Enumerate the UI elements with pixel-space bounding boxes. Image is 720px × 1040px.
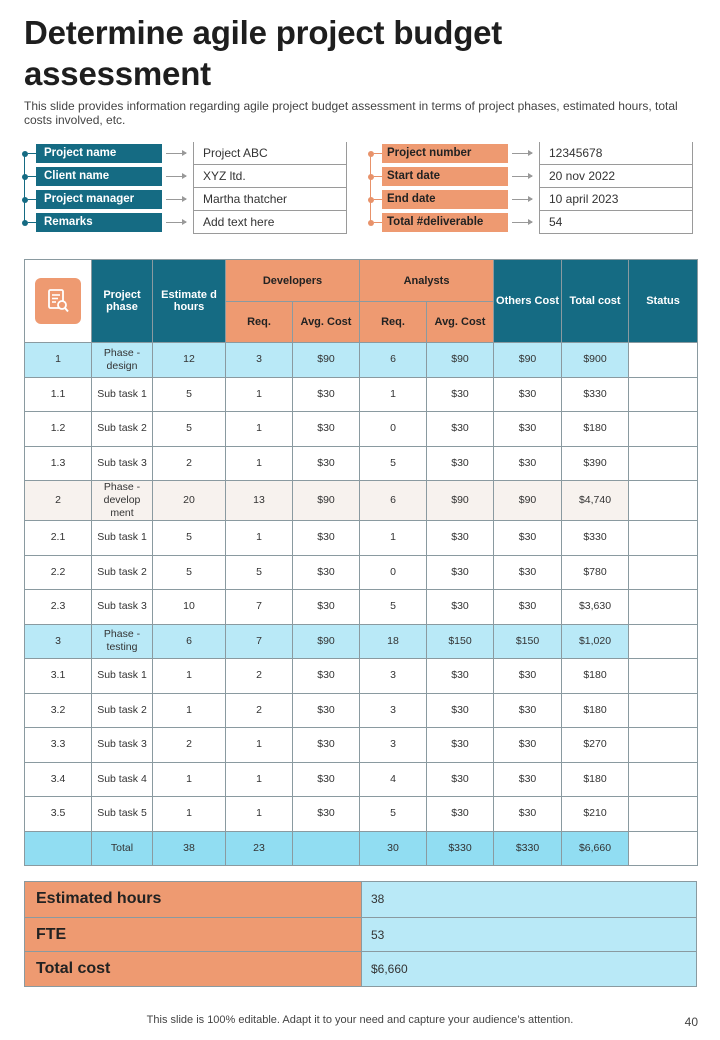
table-row: [25, 377, 698, 412]
table-row: [25, 831, 698, 866]
info-value[interactable]: Martha thatcher: [193, 188, 347, 211]
cell-phase: Sub task 5: [92, 797, 153, 832]
cell-others-cost: $90: [494, 481, 562, 521]
cell-status[interactable]: [629, 659, 698, 694]
header-developers: Developers: [226, 260, 360, 302]
cell-dev-req: 7: [226, 624, 293, 659]
cell-total-cost: $330: [562, 377, 629, 412]
cell-total-cost: $1,020: [562, 624, 629, 659]
connector-tick: [374, 153, 382, 154]
cell-phase: Sub task 3: [92, 590, 153, 625]
info-label: Remarks: [36, 213, 162, 232]
cell-total-cost: $270: [562, 728, 629, 763]
cell-hours: 1: [153, 762, 226, 797]
arrow-right-icon: [512, 199, 532, 200]
cell-id: 1.1: [25, 377, 92, 412]
footer-note: This slide is 100% editable. Adapt it to your need and capture your audience’s attention.: [146, 1014, 574, 1026]
connector-tick: [374, 199, 382, 200]
cell-total-cost: $330: [562, 521, 629, 556]
table-row: [25, 659, 698, 694]
table-row: [25, 343, 698, 378]
info-label: Project name: [36, 144, 162, 163]
cell-phase: Sub task 3: [92, 446, 153, 481]
cell-total-cost: $6,660: [562, 831, 629, 866]
cell-hours: 2: [153, 446, 226, 481]
cell-dev-req: 3: [226, 343, 293, 378]
cell-dev-req: 1: [226, 377, 293, 412]
cell-others-cost: $30: [494, 693, 562, 728]
bullet-dot: [22, 220, 28, 226]
info-value[interactable]: XYZ ltd.: [193, 165, 347, 188]
cell-id: 2.2: [25, 555, 92, 590]
cell-hours: 6: [153, 624, 226, 659]
cell-an-req: 5: [360, 590, 427, 625]
cell-an-req: 0: [360, 412, 427, 447]
cell-others-cost: $30: [494, 446, 562, 481]
cell-total-cost: $180: [562, 412, 629, 447]
cell-phase: Sub task 2: [92, 693, 153, 728]
cell-status[interactable]: [629, 728, 698, 763]
cell-others-cost: $30: [494, 412, 562, 447]
cell-phase: Phase - develop ment: [92, 481, 153, 521]
cell-id: 1: [25, 343, 92, 378]
cell-phase: Phase - design: [92, 343, 153, 378]
cell-status[interactable]: [629, 624, 698, 659]
cell-phase: Sub task 1: [92, 521, 153, 556]
cell-an-avg-cost: $90: [427, 343, 494, 378]
cell-an-req: 3: [360, 659, 427, 694]
header-others-cost: Others Cost: [494, 260, 562, 343]
cell-dev-req: 2: [226, 693, 293, 728]
header-dev-avg-cost: Avg. Cost: [293, 302, 360, 343]
cell-dev-avg-cost: $90: [293, 624, 360, 659]
cell-phase: Sub task 3: [92, 728, 153, 763]
cell-dev-avg-cost: $30: [293, 797, 360, 832]
cell-total-cost: $180: [562, 693, 629, 728]
cell-id: 3.3: [25, 728, 92, 763]
cell-total-cost: $900: [562, 343, 629, 378]
header-an-req: Req.: [360, 302, 427, 343]
cell-status[interactable]: [629, 343, 698, 378]
cell-dev-req: 1: [226, 728, 293, 763]
connector-tick: [374, 222, 382, 223]
connector-tick: [28, 199, 36, 200]
cell-an-avg-cost: $30: [427, 728, 494, 763]
arrow-right-icon: [512, 153, 532, 154]
cell-an-avg-cost: $30: [427, 797, 494, 832]
cell-an-avg-cost: $150: [427, 624, 494, 659]
connector-tick: [28, 153, 36, 154]
cell-hours: 2: [153, 728, 226, 763]
cell-status[interactable]: [629, 555, 698, 590]
cell-phase: Sub task 2: [92, 555, 153, 590]
cell-dev-avg-cost: $30: [293, 521, 360, 556]
budget-table-container: [24, 259, 697, 866]
cell-an-avg-cost: $30: [427, 693, 494, 728]
cell-total-cost: $210: [562, 797, 629, 832]
cell-others-cost: $30: [494, 797, 562, 832]
page-number: 40: [684, 1015, 698, 1029]
cell-hours: 1: [153, 659, 226, 694]
cell-dev-avg-cost: $90: [293, 343, 360, 378]
cell-others-cost: $30: [494, 521, 562, 556]
cell-status[interactable]: [629, 693, 698, 728]
cell-id: 2: [25, 481, 92, 521]
cell-an-req: 1: [360, 521, 427, 556]
summary-row-total-cost: [25, 951, 696, 986]
cell-an-req: 3: [360, 728, 427, 763]
arrow-right-icon: [166, 176, 186, 177]
cell-hours: 12: [153, 343, 226, 378]
cell-dev-avg-cost: $30: [293, 590, 360, 625]
info-value[interactable]: 10 april 2023: [539, 188, 693, 211]
bullet-dot: [368, 151, 374, 157]
cell-dev-avg-cost: $30: [293, 659, 360, 694]
info-value[interactable]: 54: [539, 211, 693, 234]
connector-tick: [28, 222, 36, 223]
cell-phase: Sub task 1: [92, 377, 153, 412]
cell-dev-avg-cost: $30: [293, 412, 360, 447]
cell-phase: Phase - testing: [92, 624, 153, 659]
page-title: Determine agile project budget assessment: [24, 14, 503, 92]
header-an-avg-cost: Avg. Cost: [427, 302, 494, 343]
cell-dev-avg-cost: $30: [293, 762, 360, 797]
cell-status[interactable]: [629, 831, 698, 866]
summary-row-estimated-hours: [25, 882, 696, 917]
cell-an-req: 4: [360, 762, 427, 797]
cell-status[interactable]: [629, 797, 698, 832]
arrow-right-icon: [166, 222, 186, 223]
cell-an-avg-cost: $30: [427, 377, 494, 412]
cell-total-cost: $390: [562, 446, 629, 481]
cell-status[interactable]: [629, 481, 698, 521]
cell-others-cost: $30: [494, 590, 562, 625]
cell-id: 3.1: [25, 659, 92, 694]
budget-table: [24, 259, 698, 866]
info-value[interactable]: 20 nov 2022: [539, 165, 693, 188]
cell-dev-req: 2: [226, 659, 293, 694]
cell-id: [25, 831, 92, 866]
cell-an-req: 1: [360, 377, 427, 412]
cell-id: 2.3: [25, 590, 92, 625]
table-row: [25, 590, 698, 625]
connector-tick: [374, 176, 382, 177]
table-row: [25, 481, 698, 521]
cell-status[interactable]: [629, 446, 698, 481]
cell-id: 3.2: [25, 693, 92, 728]
cell-dev-req: 23: [226, 831, 293, 866]
summary-label: Total cost: [25, 952, 362, 986]
cell-an-avg-cost: $30: [427, 446, 494, 481]
arrow-right-icon: [166, 153, 186, 154]
cell-total-cost: $780: [562, 555, 629, 590]
cell-an-req: 0: [360, 555, 427, 590]
info-label: Start date: [382, 167, 508, 186]
cell-total-cost: $4,740: [562, 481, 629, 521]
cell-phase: Sub task 2: [92, 412, 153, 447]
bullet-dot: [22, 151, 28, 157]
cell-id: 1.3: [25, 446, 92, 481]
cell-an-req: 18: [360, 624, 427, 659]
bullet-dot: [368, 174, 374, 180]
table-row: [25, 446, 698, 481]
bullet-dot: [368, 197, 374, 203]
summary-table: [24, 881, 697, 987]
cell-id: 3.5: [25, 797, 92, 832]
cell-hours: 5: [153, 521, 226, 556]
arrow-right-icon: [166, 199, 186, 200]
cell-id: 1.2: [25, 412, 92, 447]
cell-an-avg-cost: $30: [427, 762, 494, 797]
cell-dev-avg-cost: $90: [293, 481, 360, 521]
cell-hours: 20: [153, 481, 226, 521]
cell-hours: 38: [153, 831, 226, 866]
cell-dev-avg-cost: $30: [293, 693, 360, 728]
cell-status[interactable]: [629, 412, 698, 447]
arrow-right-icon: [512, 222, 532, 223]
info-label: Total #deliverable: [382, 213, 508, 232]
cell-an-req: 5: [360, 797, 427, 832]
info-label: Project number: [382, 144, 508, 163]
cell-total-cost: $180: [562, 762, 629, 797]
cell-others-cost: $30: [494, 762, 562, 797]
cell-status[interactable]: [629, 377, 698, 412]
cell-dev-avg-cost: $30: [293, 555, 360, 590]
cell-hours: 5: [153, 377, 226, 412]
header-dev-req: Req.: [226, 302, 293, 343]
cell-id: 2.1: [25, 521, 92, 556]
cell-an-req: 6: [360, 343, 427, 378]
info-left-connector: [24, 154, 25, 224]
cell-dev-req: 5: [226, 555, 293, 590]
info-label: Client name: [36, 167, 162, 186]
summary-value: 38: [362, 882, 696, 917]
info-value[interactable]: Add text here: [193, 211, 347, 234]
cell-status[interactable]: [629, 521, 698, 556]
cell-dev-req: 13: [226, 481, 293, 521]
info-value[interactable]: Project ABC: [193, 142, 347, 165]
header-analysts: Analysts: [360, 260, 494, 302]
cell-an-req: 6: [360, 481, 427, 521]
summary-row-fte: [25, 917, 696, 952]
cell-phase: Sub task 1: [92, 659, 153, 694]
cell-an-avg-cost: $30: [427, 659, 494, 694]
bullet-dot: [22, 174, 28, 180]
cell-status[interactable]: [629, 590, 698, 625]
cell-dev-req: 1: [226, 797, 293, 832]
cell-hours: 5: [153, 555, 226, 590]
cell-total-cost: $180: [562, 659, 629, 694]
info-label: Project manager: [36, 190, 162, 209]
cell-dev-req: 7: [226, 590, 293, 625]
cell-dev-avg-cost: $30: [293, 446, 360, 481]
table-row: [25, 521, 698, 556]
summary-label: FTE: [25, 918, 362, 952]
info-right-connector: [370, 154, 371, 224]
header-estimated-hours: Estimate d hours: [153, 260, 226, 343]
cell-hours: 1: [153, 797, 226, 832]
cell-an-avg-cost: $30: [427, 555, 494, 590]
page-subtitle: This slide provides information regarding agile project budget assessment in terms of project phases, estimated hours, total costs involved, etc.: [24, 99, 678, 127]
cell-others-cost: $330: [494, 831, 562, 866]
summary-label: Estimated hours: [25, 882, 362, 917]
cell-dev-avg-cost: [293, 831, 360, 866]
cell-others-cost: $90: [494, 343, 562, 378]
cell-an-req: 5: [360, 446, 427, 481]
header-icon-cell: [25, 260, 92, 343]
cell-id: 3.4: [25, 762, 92, 797]
cell-dev-req: 1: [226, 762, 293, 797]
cell-phase: Sub task 4: [92, 762, 153, 797]
cell-others-cost: $30: [494, 555, 562, 590]
info-value[interactable]: 12345678: [539, 142, 693, 165]
cell-total-cost: $3,630: [562, 590, 629, 625]
cell-an-avg-cost: $30: [427, 412, 494, 447]
cell-others-cost: $30: [494, 377, 562, 412]
cell-an-req: 30: [360, 831, 427, 866]
table-row: [25, 797, 698, 832]
table-row: [25, 693, 698, 728]
table-row: [25, 555, 698, 590]
info-label: End date: [382, 190, 508, 209]
arrow-right-icon: [512, 176, 532, 177]
cell-dev-avg-cost: $30: [293, 728, 360, 763]
cell-others-cost: $150: [494, 624, 562, 659]
connector-tick: [28, 176, 36, 177]
table-row: [25, 762, 698, 797]
cell-an-avg-cost: $30: [427, 590, 494, 625]
cell-an-avg-cost: $30: [427, 521, 494, 556]
document-search-icon: [35, 278, 81, 324]
table-row: [25, 728, 698, 763]
cell-an-avg-cost: $90: [427, 481, 494, 521]
cell-dev-req: 1: [226, 446, 293, 481]
header-project-phase: Project phase: [92, 260, 153, 343]
table-row: [25, 624, 698, 659]
cell-hours: 10: [153, 590, 226, 625]
cell-dev-req: 1: [226, 412, 293, 447]
bullet-dot: [22, 197, 28, 203]
table-row: [25, 412, 698, 447]
header-total-cost: Total cost: [562, 260, 629, 343]
summary-value: $6,660: [362, 952, 696, 986]
cell-phase: Total: [92, 831, 153, 866]
cell-hours: 5: [153, 412, 226, 447]
cell-dev-req: 1: [226, 521, 293, 556]
cell-an-avg-cost: $330: [427, 831, 494, 866]
cell-others-cost: $30: [494, 659, 562, 694]
cell-id: 3: [25, 624, 92, 659]
cell-status[interactable]: [629, 762, 698, 797]
header-status: Status: [629, 260, 698, 343]
cell-dev-avg-cost: $30: [293, 377, 360, 412]
bullet-dot: [368, 220, 374, 226]
cell-an-req: 3: [360, 693, 427, 728]
cell-others-cost: $30: [494, 728, 562, 763]
cell-hours: 1: [153, 693, 226, 728]
budget-table-body: [25, 343, 698, 866]
summary-value: 53: [362, 918, 696, 952]
